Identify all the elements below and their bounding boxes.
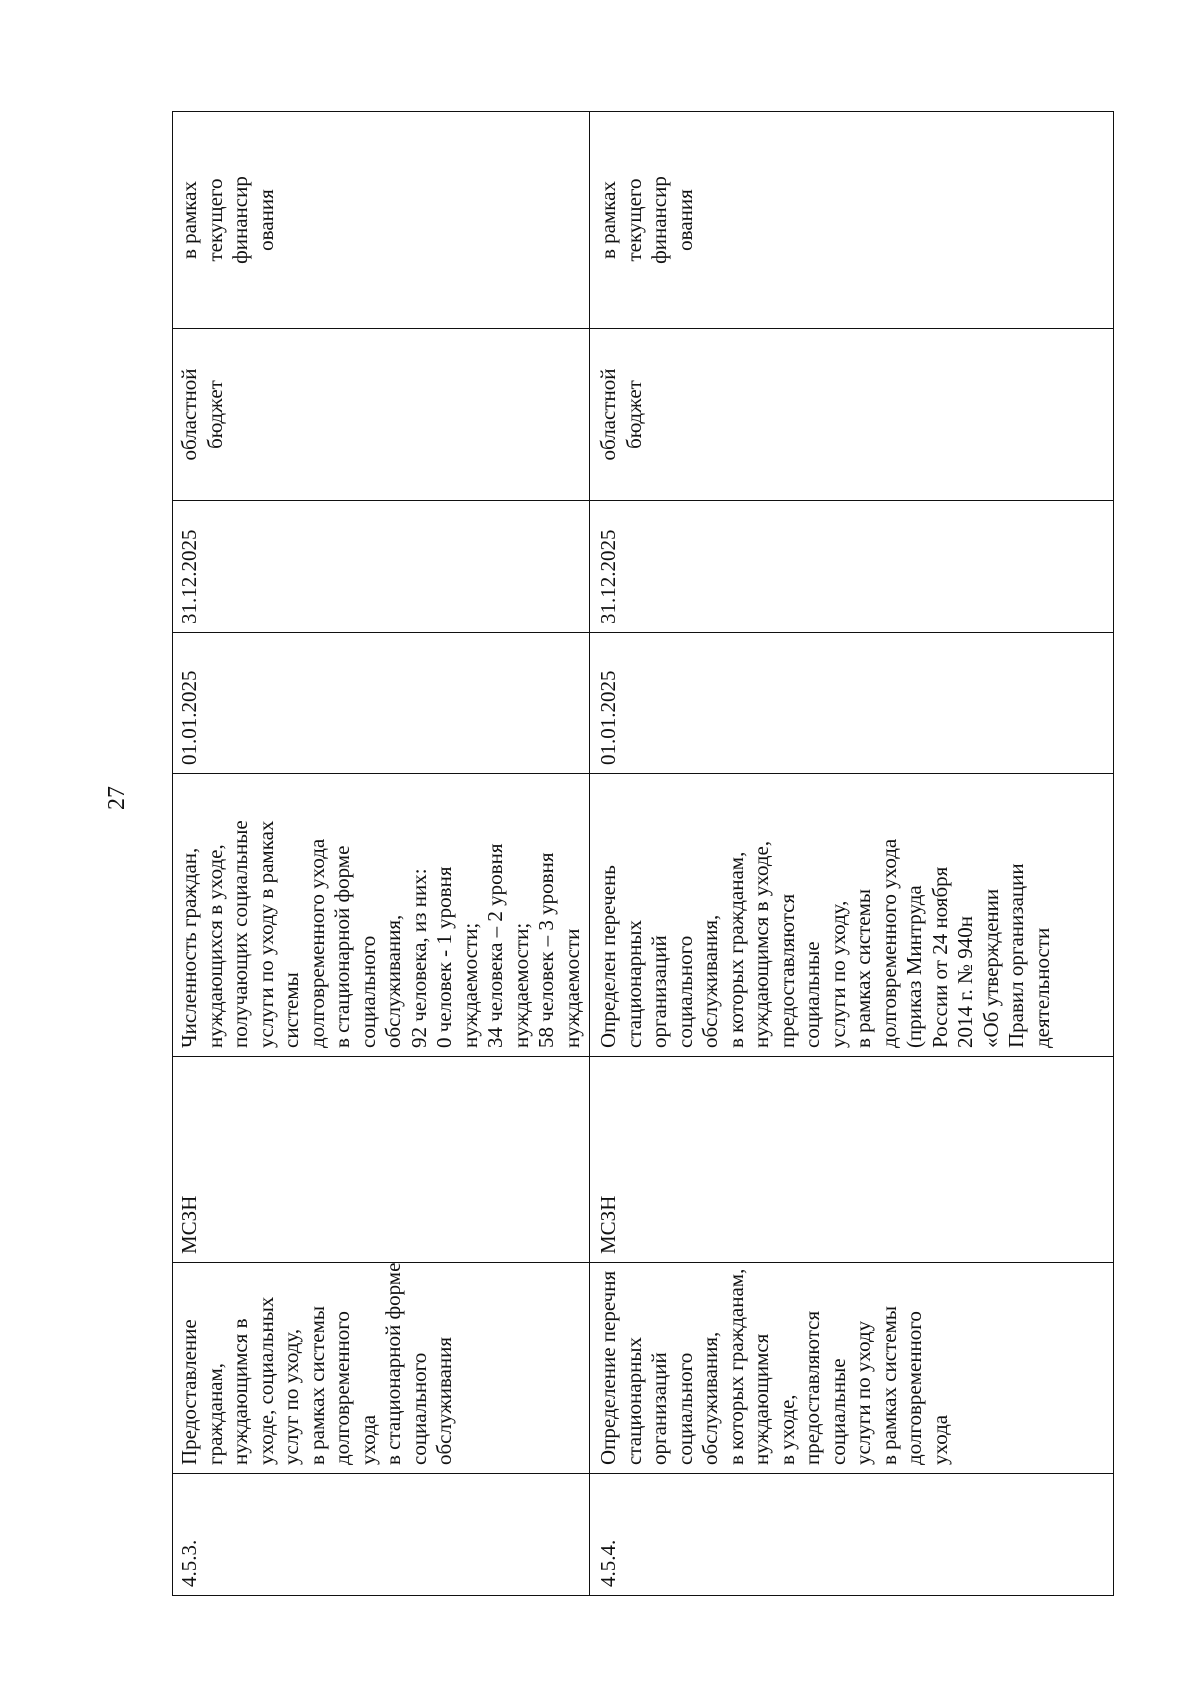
cell-text-line: нуждаемости;	[508, 922, 533, 1048]
cell-text-line: Определен перечень	[596, 865, 620, 1048]
cell-text-line: долговременного	[330, 1311, 354, 1465]
funding-source-cell	[173, 329, 590, 501]
cell-text-line: получающих социальные	[228, 820, 252, 1048]
cell-text-line: нуждаемости;	[457, 922, 482, 1048]
cell-text-line: 2014 г. № 940н	[953, 915, 977, 1048]
cell-text-line: в рамках системы	[304, 1305, 329, 1465]
cell-text-line: уходе, социальных	[253, 1296, 278, 1465]
cell-text-line: стационарных	[621, 1337, 646, 1465]
cell-text-line: Определение перечня	[596, 1270, 620, 1465]
executor-cell: МСЗН	[173, 1057, 590, 1263]
cell-text-line: в стационарной форме	[381, 1262, 405, 1465]
cell-text-line: долговременного ухода	[876, 838, 901, 1048]
cell-text-line: в рамках системы	[851, 888, 875, 1048]
cell-text-line: в которых гражданам,	[723, 1268, 748, 1465]
cell-text-line: социальные	[825, 1358, 850, 1465]
cell-text-line: организаций	[647, 1352, 671, 1465]
cell-text-line: социального	[406, 1352, 431, 1465]
table-row	[173, 112, 590, 1596]
cell-text-line: обслуживания,	[698, 914, 722, 1048]
cell-text-line: 92 человека, из них:	[406, 868, 431, 1048]
cell-text-line: России от 24 ноября	[927, 866, 952, 1048]
cell-text-line: в уходе,	[774, 1394, 799, 1465]
cell-text-line: нуждающимся	[749, 1333, 773, 1465]
cell-text-line: ования	[672, 189, 697, 251]
cell-text-line: в стационарной форме	[330, 845, 354, 1048]
measures-table-wrapper	[172, 112, 1106, 1596]
cell-text-line: текущего	[202, 178, 227, 262]
cell-text-line: услуги по уходу,	[825, 900, 850, 1048]
table-row	[590, 112, 1114, 1596]
executor-cell: МСЗН	[590, 1057, 1114, 1263]
start-date-cell: 01.01.2025	[173, 633, 590, 774]
cell-text-line: предоставляются	[800, 1310, 824, 1465]
cell-text-line: социального	[355, 935, 380, 1048]
cell-text-line: в рамках	[177, 181, 201, 259]
cell-text-line: социального	[672, 935, 697, 1048]
cell-text-line: в рамках системы	[876, 1305, 901, 1465]
cell-text-line: финансир	[228, 176, 252, 264]
cell-text-line: нуждающимся в	[228, 1318, 252, 1465]
funding-volume-cell	[590, 112, 1114, 329]
cell-text-line: областной	[596, 368, 620, 461]
cell-text-line: обслуживания	[432, 1336, 456, 1465]
end-date-cell: 31.12.2025	[173, 501, 590, 633]
cell-text-line: обслуживания,	[698, 1331, 722, 1465]
cell-text-line: Предоставление	[177, 1319, 201, 1465]
cell-text-line: услуги по уходу	[851, 1320, 875, 1465]
cell-text-line: услуг по уходу,	[279, 1328, 303, 1465]
row-number-cell: 4.5.3.	[173, 1474, 590, 1596]
cell-text-line: организаций	[647, 935, 671, 1048]
cell-text-line: бюджет	[621, 380, 646, 449]
cell-text-line: Численность граждан,	[177, 847, 201, 1048]
cell-text-line: обслуживания,	[381, 914, 405, 1048]
cell-text-line: гражданам,	[202, 1362, 227, 1465]
funding-volume-cell	[173, 112, 590, 329]
cell-text-line: ухода	[355, 1414, 380, 1465]
cell-text-line: социального	[672, 1352, 697, 1465]
measures-table	[172, 111, 1114, 1596]
event-cell	[173, 1263, 590, 1474]
cell-text-line: социальные	[800, 941, 824, 1048]
cell-text-line: 34 человека – 2 уровня	[483, 843, 507, 1048]
cell-text-line: (приказ Минтруда	[902, 885, 926, 1048]
cell-text-line: ухода	[927, 1414, 952, 1465]
event-cell	[590, 1263, 1114, 1474]
cell-text-line: Правил организации	[1004, 863, 1028, 1048]
cell-text-line: долговременного	[902, 1311, 926, 1465]
cell-text-line: финансир	[647, 176, 671, 264]
cell-text-line: ования	[253, 189, 278, 251]
cell-text-line: долговременного ухода	[304, 838, 329, 1048]
cell-text-line: «Об утверждении	[978, 888, 1003, 1048]
funding-source-cell	[590, 329, 1114, 501]
end-date-cell: 31.12.2025	[590, 501, 1114, 633]
cell-text-line: 58 человек – 3 уровня	[534, 852, 558, 1048]
cell-text-line: в которых гражданам,	[723, 851, 748, 1048]
cell-text-line: услуги по уходу в рамках	[253, 820, 278, 1048]
cell-text-line: бюджет	[202, 380, 227, 449]
cell-text-line: системы	[279, 972, 303, 1048]
cell-text-line: нуждаемости	[559, 928, 584, 1048]
cell-text-line: в рамках	[596, 181, 620, 259]
cell-text-line: нуждающимся в уходе,	[749, 840, 773, 1048]
result-cell	[590, 774, 1114, 1057]
cell-text-line: 0 человек - 1 уровня	[432, 866, 456, 1048]
cell-text-line: нуждающихся в уходе,	[202, 844, 227, 1048]
cell-text-line: деятельности	[1029, 927, 1054, 1048]
cell-text-line: стационарных	[621, 920, 646, 1048]
cell-text-line: текущего	[621, 178, 646, 262]
row-number-cell: 4.5.4.	[590, 1474, 1114, 1596]
start-date-cell: 01.01.2025	[590, 633, 1114, 774]
cell-text-line: предоставляются	[774, 893, 799, 1048]
page-number: 27	[104, 786, 130, 810]
cell-text-line: областной	[177, 368, 201, 461]
result-cell	[173, 774, 590, 1057]
